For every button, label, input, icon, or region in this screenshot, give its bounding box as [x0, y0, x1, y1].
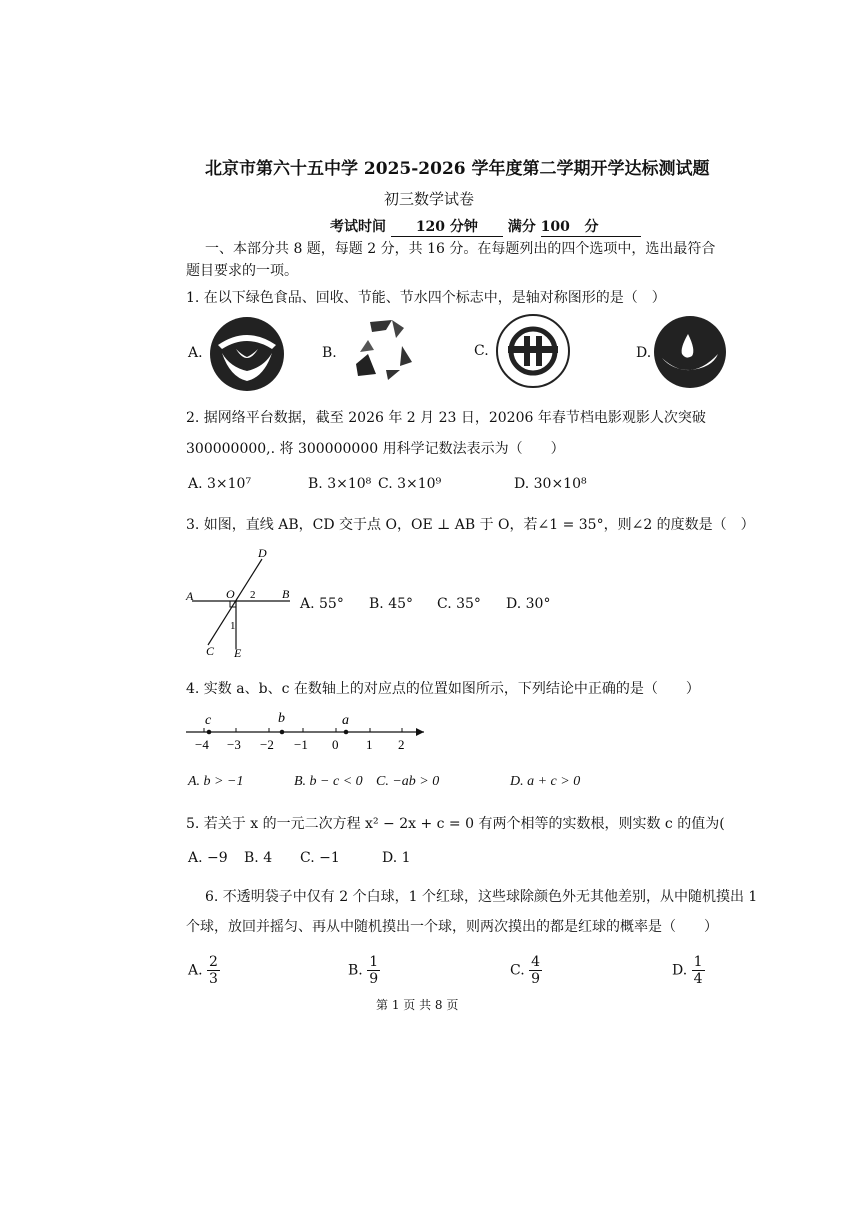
tick-label: 0 — [332, 737, 339, 752]
exam-meta — [330, 216, 641, 237]
q6-option-a — [188, 954, 220, 987]
q3-option-a: A. 55° — [300, 596, 344, 612]
energy-saving-logo-icon — [494, 312, 572, 390]
q1-stem: 1. 在以下绿色食品、回收、节能、节水四个标志中，是轴对称图形的是（ ） — [186, 290, 666, 306]
q1-option-c: C. — [474, 343, 489, 359]
recycle-logo-icon — [352, 316, 414, 386]
option-label: D. — [672, 962, 688, 979]
q3-option-d: D. 30° — [506, 596, 551, 612]
page-footer: 第 1 页 共 8 页 — [376, 998, 459, 1012]
angle-1-label: 1 — [230, 620, 236, 632]
q2-option-d: D. 30×10⁸ — [514, 476, 587, 492]
denominator: 4 — [693, 971, 703, 987]
q3-stem: 3. 如图，直线 AB，CD 交于点 O，OE ⊥ AB 于 O，若∠1 = 35°，则∠2 的度数是（ ） — [186, 517, 755, 533]
q6-option-c — [510, 954, 542, 987]
q1-option-a: A. — [188, 345, 203, 361]
denominator: 9 — [369, 971, 379, 987]
time-label: 考试时间 — [330, 219, 386, 235]
q5-option-d: D. 1 — [382, 850, 411, 866]
time-value: 120 分钟 — [391, 216, 503, 237]
q4-option-d: D. a + c > 0 — [510, 774, 581, 789]
point-b — [280, 730, 285, 735]
numerator: 2 — [209, 954, 218, 970]
point-c — [207, 730, 212, 735]
fraction — [207, 954, 220, 987]
label-a: A — [186, 589, 194, 603]
label-e: E — [234, 646, 242, 659]
score-label: 满分 — [507, 219, 536, 235]
q3-option-b: B. 45° — [369, 596, 414, 612]
point-a — [344, 730, 349, 735]
q2-stem-line1: 2. 据网络平台数据，截至 2026 年 2 月 23 日，20206 年春节档电影观影人次突破 — [186, 410, 706, 426]
tick-label: −2 — [260, 737, 274, 752]
tick-label: −3 — [227, 737, 241, 752]
q6-option-b — [348, 954, 380, 987]
q5-option-c: C. −1 — [300, 850, 340, 866]
point-a-label: a — [342, 713, 349, 728]
q3-option-c: C. 35° — [437, 596, 481, 612]
denominator: 3 — [209, 971, 218, 987]
green-food-logo-icon — [208, 315, 286, 393]
label-b: B — [282, 587, 290, 601]
q5-option-b: B. 4 — [244, 850, 273, 866]
option-label: A. — [188, 962, 203, 979]
fraction — [692, 954, 705, 987]
q1-option-d: D. — [636, 345, 652, 361]
q5-option-a: A. −9 — [188, 850, 228, 866]
q1-option-b: B. — [322, 345, 337, 361]
q4-option-b: B. b − c < 0 — [294, 774, 363, 789]
numerator: 4 — [531, 954, 541, 970]
point-b-label: b — [278, 711, 285, 726]
section-intro-line1: 一、本部分共 8 题，每题 2 分，共 16 分。在每题列出的四个选项中，选出最符合 — [205, 241, 716, 257]
score-value-field — [541, 216, 641, 237]
numerator: 1 — [693, 954, 703, 970]
numerator: 1 — [369, 954, 379, 970]
option-label: B. — [348, 962, 363, 979]
q5-stem: 5. 若关于 x 的一元二次方程 x² − 2x + c = 0 有两个相等的实数根，则实数 c 的值为( — [186, 816, 725, 832]
fraction — [529, 954, 542, 987]
q4-option-c: C. −ab > 0 — [376, 774, 440, 789]
q2-stem-line2: 300000000,. 将 300000000 用科学记数法表示为（ ） — [186, 441, 565, 457]
q4-number-line — [184, 710, 434, 756]
section-intro-line2: 题目要求的一项。 — [186, 263, 298, 279]
q3-geometry-figure — [184, 545, 296, 659]
q4-stem: 4. 实数 a、b、c 在数轴上的对应点的位置如图所示，下列结论中正确的是（ ） — [186, 681, 700, 697]
q4-option-a: A. b > −1 — [188, 774, 244, 789]
water-saving-logo-icon — [652, 314, 728, 390]
q6-stem-line2: 个球，放回并摇匀、再从中随机摸出一个球，则两次摸出的都是红球的概率是（ ） — [186, 919, 718, 935]
label-c: C — [206, 644, 215, 658]
q2-option-b: B. 3×10⁸ — [308, 476, 372, 492]
label-d: D — [258, 546, 267, 560]
label-o: O — [226, 587, 235, 601]
option-label: C. — [510, 962, 525, 979]
point-c-label: c — [205, 713, 212, 728]
exam-title: 北京市第六十五中学 2025-2026 学年度第二学期开学达标测试题 — [205, 159, 710, 179]
exam-subtitle: 初三数学试卷 — [384, 190, 475, 208]
score-unit: 分 — [584, 219, 599, 235]
angle-2-label: 2 — [250, 589, 256, 601]
tick-label: −4 — [195, 737, 209, 752]
score-value: 100 — [540, 219, 570, 235]
tick-label: −1 — [294, 737, 308, 752]
q2-option-a: A. 3×10⁷ — [188, 476, 252, 492]
q6-option-d — [672, 954, 705, 987]
tick-label: 2 — [398, 737, 405, 752]
q6-stem-line1: 6. 不透明袋子中仅有 2 个白球，1 个红球，这些球除颜色外无其他差别，从中随机摸出 1 — [205, 889, 758, 905]
denominator: 9 — [531, 971, 541, 987]
fraction — [367, 954, 380, 987]
tick-label: 1 — [366, 737, 373, 752]
q2-option-c: C. 3×10⁹ — [378, 476, 442, 492]
